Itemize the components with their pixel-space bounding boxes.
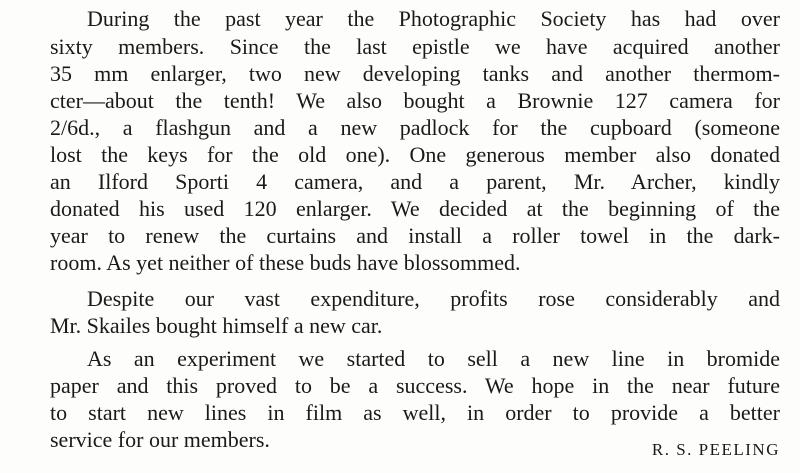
paragraph-2-line-2: Mr. Skailes bought himself a new car. [50,313,383,338]
paragraph-1-line-3: 35 mm enlarger, two new developing tanks and another thermom- [50,61,780,86]
paragraph-1-line-5: 2/6d., a flashgun and a new padlock for the cupboard (someone [50,115,780,140]
paragraph-1-line-1: During the past year the Photographic Society has had over [87,6,780,31]
paragraph-1-line-2: sixty members. Since the last epistle we have acquired another [50,34,780,59]
paragraph-1-line-4: cter—about the tenth! We also bought a Brownie 127 camera for [50,88,780,113]
paragraph-1-line-6: lost the keys for the old one). One generous member also donated [50,142,780,167]
paragraph-1-line-8: donated his used 120 enlarger. We decided at the beginning of the [50,196,780,221]
paragraph-3-line-2: paper and this proved to be a success. We hope in the near future [50,373,780,398]
paragraph-3-line-1: As an experiment we started to sell a new line in bromide [87,346,780,371]
paragraph-1-line-10: room. As yet neither of these buds have blossommed. [50,250,521,275]
paragraph-3-line-4: service for our members. [50,427,270,452]
paragraph-1-line-9: year to renew the curtains and install a roller towel in the dark- [50,223,780,248]
paragraph-2-line-1: Despite our vast expenditure, profits rose considerably and [87,286,780,311]
paragraph-3-line-3: to start new lines in film as well, in order to provide a better [50,400,780,425]
author-signature: R. S. PEELING [651,440,780,459]
paragraph-1-line-7: an Ilford Sporti 4 camera, and a parent, Mr. Archer, kindly [50,169,780,194]
